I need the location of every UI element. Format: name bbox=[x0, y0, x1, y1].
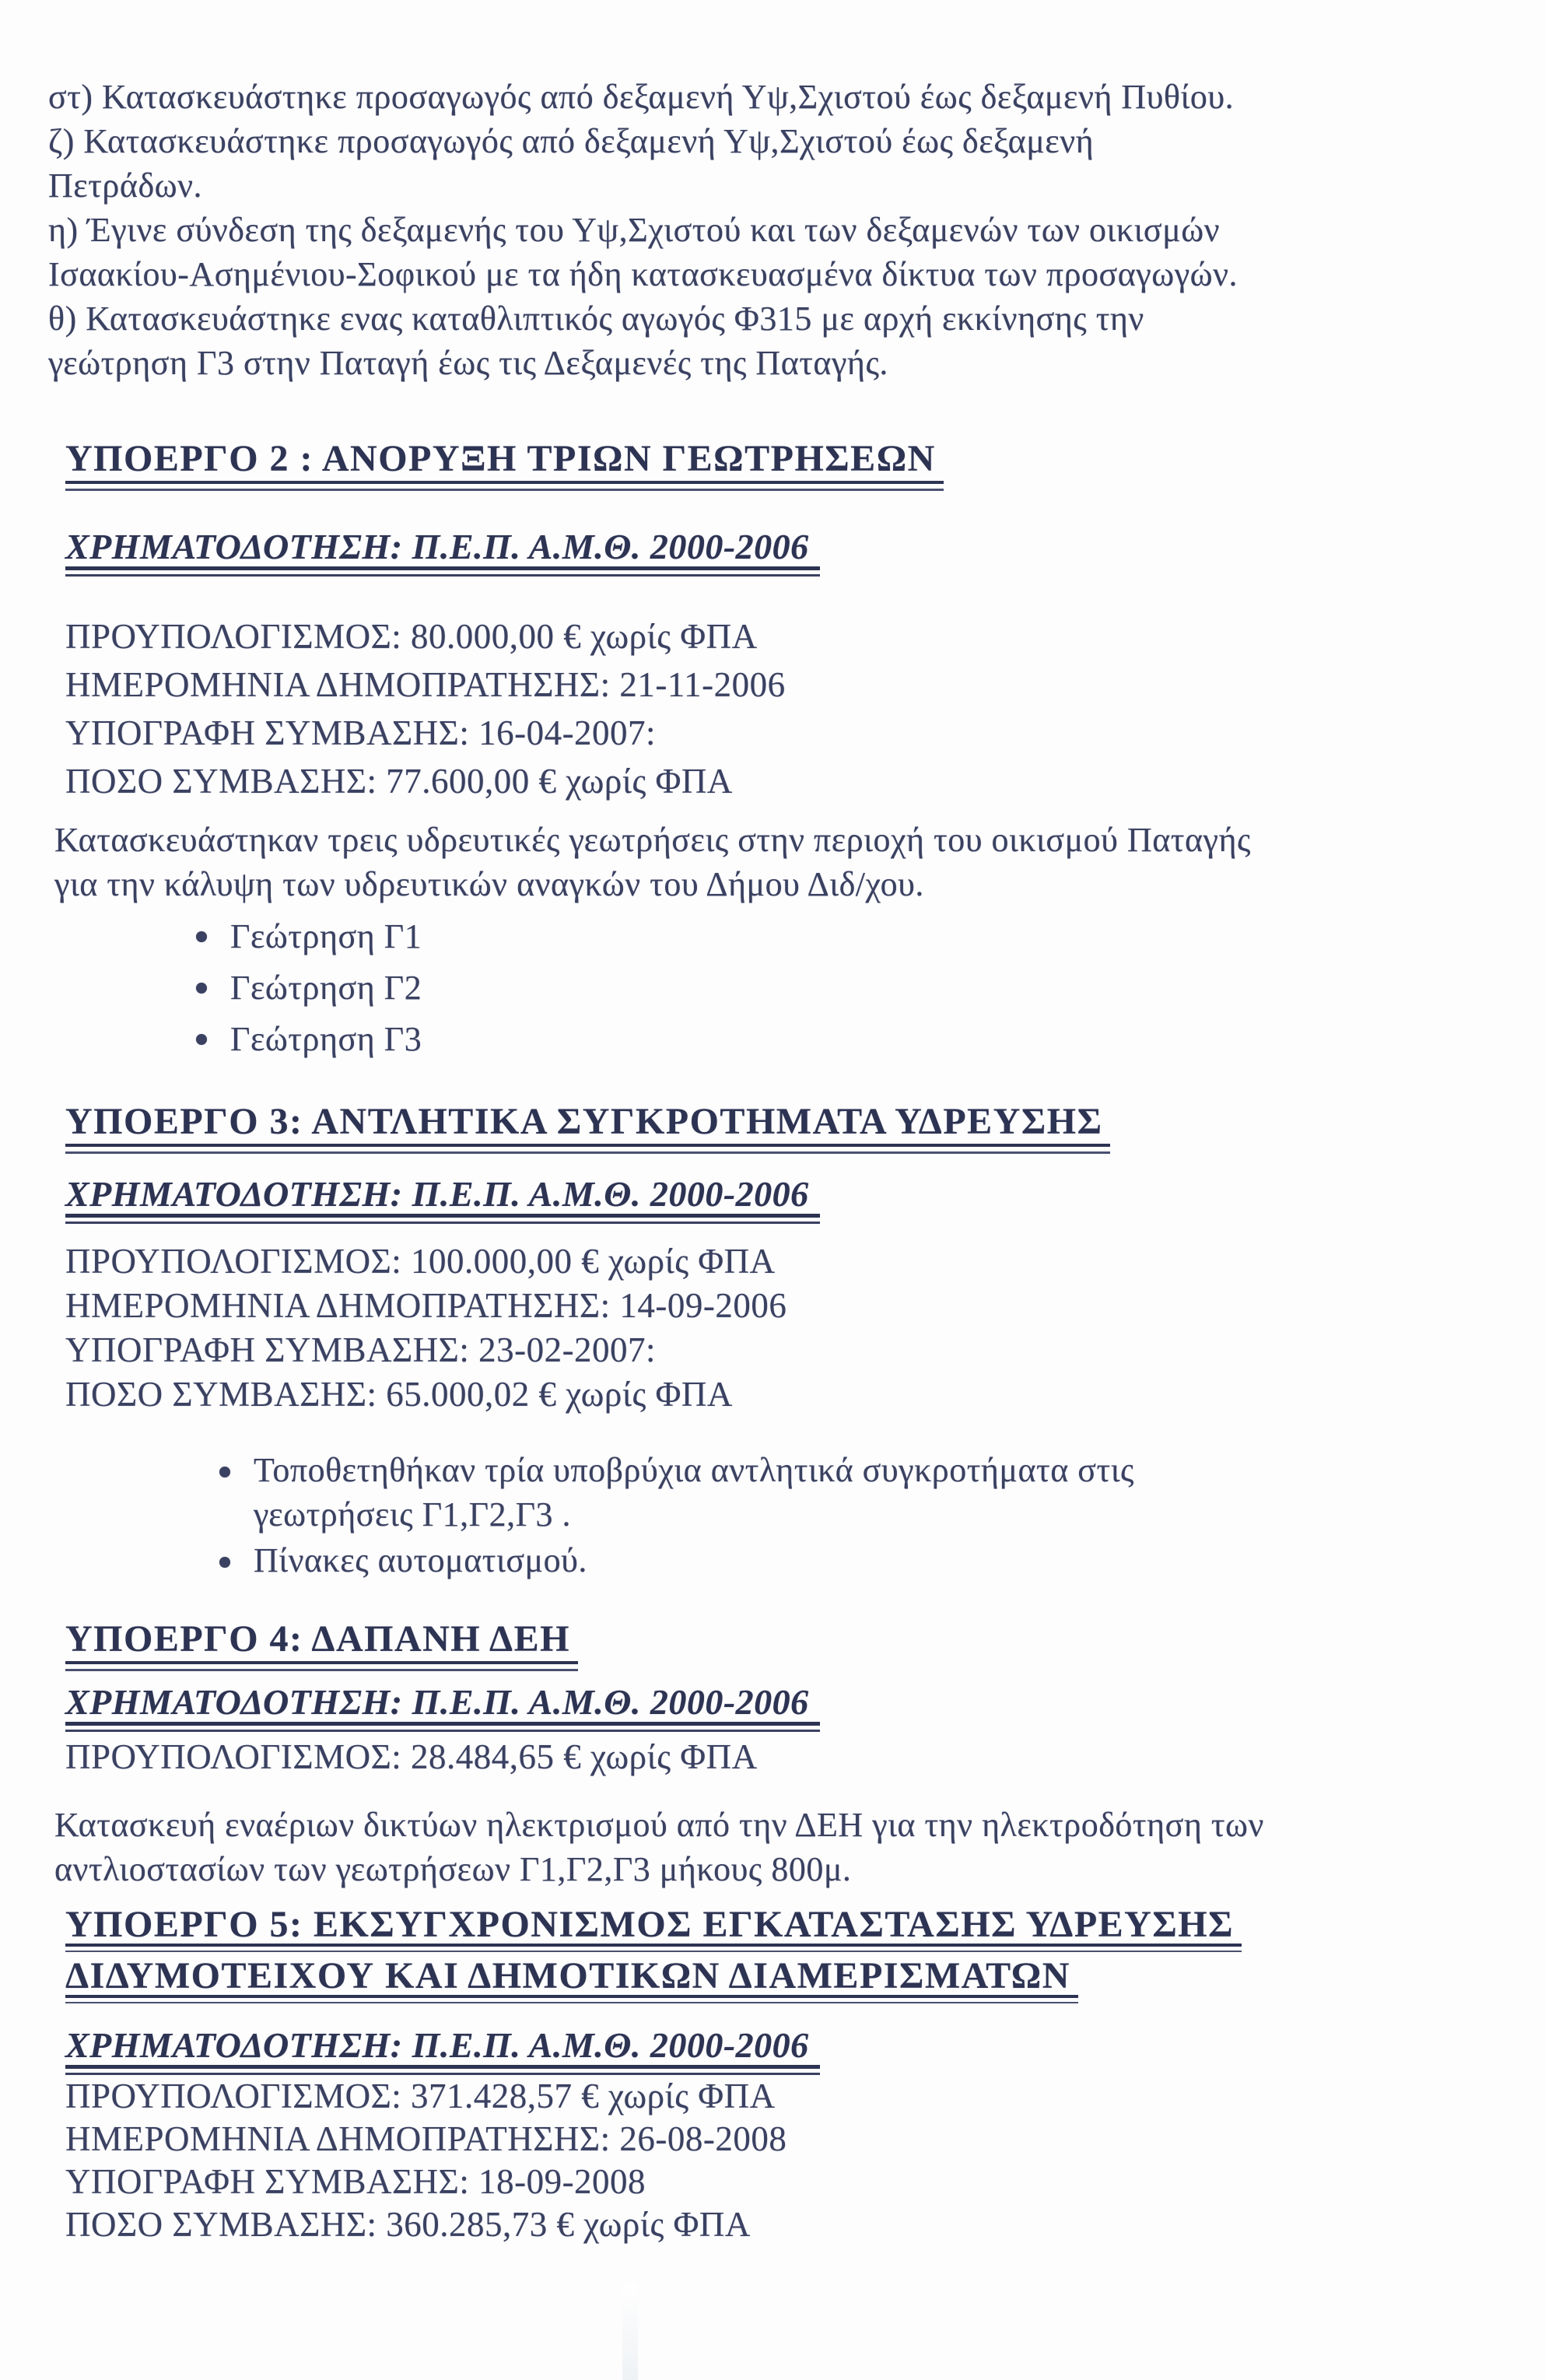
intro-line: γεώτρηση Γ3 στην Παταγή έως τις Δεξαμενές της Παταγής. bbox=[48, 344, 888, 382]
bullet-label: Γεώτρηση Γ1 bbox=[230, 917, 422, 955]
scan-artifact bbox=[622, 2284, 638, 2380]
intro-line: στ) Κατασκευάστηκε προσαγωγός από δεξαμενή Υψ,Σχιστού έως δεξαμενή Πυθίου. bbox=[48, 78, 1235, 116]
bullet-icon bbox=[219, 1557, 230, 1568]
bullet-label: Πίνακες αυτοματισμού. bbox=[254, 1541, 587, 1579]
bullet-label bbox=[254, 1448, 1134, 1537]
subproject-3-title: ΥΠΟΕΡΓΟ 3: ΑΝΤΛΗΤΙΚΑ ΣΥΓΚΡΟΤΗΜΑΤΑ ΥΔΡΕΥΣΗΣ bbox=[65, 1102, 1110, 1154]
detail-line-contract-amount: ΠΟΣΟ ΣΥΜΒΑΣΗΣ: 360.285,73 € χωρίς ΦΠΑ bbox=[65, 2205, 751, 2244]
list-item bbox=[219, 1538, 1494, 1583]
list-item bbox=[196, 913, 1494, 964]
subproject-2-funding: ΧΡΗΜΑΤΟΔΟΤΗΣΗ: Π.Ε.Π. Α.Μ.Θ. 2000-2006 bbox=[65, 528, 820, 577]
subproject-3-funding: ΧΡΗΜΑΤΟΔΟΤΗΣΗ: Π.Ε.Π. Α.Μ.Θ. 2000-2006 bbox=[65, 1176, 820, 1224]
intro-line: θ) Κατασκευάστηκε ενας καταθλιπτικός αγωγός Φ315 με αρχή εκκίνησης την bbox=[48, 300, 1144, 338]
bullet-line: γεωτρήσεις Γ1,Γ2,Γ3 . bbox=[254, 1495, 572, 1534]
subproject-2-description bbox=[54, 818, 1494, 906]
subproject-5-title-line-1: ΥΠΟΕΡΓΟ 5: ΕΚΣΥΓΧΡΟΝΙΣΜΟΣ ΕΓΚΑΤΑΣΤΑΣΗΣ ΥΔΡΕΥΣΗΣ bbox=[65, 1907, 1242, 1952]
description-line: Κατασκευή εναέριων δικτύων ηλεκτρισμού από την ΔΕΗ για την ηλεκτροδότηση των bbox=[54, 1806, 1264, 1844]
detail-line-tender-date: ΗΜΕΡΟΜΗΝΙΑ ΔΗΜΟΠΡΑΤΗΣΗΣ: 26-08-2008 bbox=[65, 2119, 787, 2158]
detail-line-tender-date: ΗΜΕΡΟΜΗΝΙΑ ΔΗΜΟΠΡΑΤΗΣΗΣ: 21-11-2006 bbox=[65, 665, 786, 704]
bullet-label: Γεώτρηση Γ2 bbox=[230, 969, 422, 1007]
subproject-4-details bbox=[65, 1735, 1494, 1779]
intro-line: η) Έγινε σύνδεση της δεξαμενής του Υψ,Σχιστού και των δεξαμενών των οικισμών bbox=[48, 211, 1221, 249]
detail-line-contract-amount: ΠΟΣΟ ΣΥΜΒΑΣΗΣ: 65.000,02 € χωρίς ΦΠΑ bbox=[65, 1375, 733, 1414]
list-item bbox=[196, 1015, 1494, 1067]
intro-line: ζ) Κατασκευάστηκε προσαγωγός από δεξαμενή Υψ,Σχιστού έως δεξαμενή bbox=[48, 122, 1095, 160]
bullet-line: Τοποθετηθήκαν τρία υποβρύχια αντλητικά συγκροτήματα στις bbox=[254, 1451, 1134, 1489]
bullet-icon bbox=[196, 931, 207, 942]
detail-line-contract-signing: ΥΠΟΓΡΑΦΗ ΣΥΜΒΑΣΗΣ: 16-04-2007: bbox=[65, 713, 657, 752]
bullet-icon bbox=[219, 1467, 230, 1477]
intro-line: Πετράδων. bbox=[48, 166, 203, 205]
bullet-icon bbox=[196, 1034, 207, 1045]
subproject-5-section bbox=[48, 1904, 1494, 2246]
detail-line-budget: ΠΡΟΥΠΟΛΟΓΙΣΜΟΣ: 100.000,00 € χωρίς ΦΠΑ bbox=[65, 1242, 776, 1281]
subproject-4-title: ΥΠΟΕΡΓΟ 4: ΔΑΠΑΝΗ ΔΕΗ bbox=[65, 1620, 578, 1671]
description-line: για την κάλυψη των υδρευτικών αναγκών του Δήμου Διδ/χου. bbox=[54, 865, 924, 903]
description-line: αντλιοστασίων των γεωτρήσεων Γ1,Γ2,Γ3 μήκους 800μ. bbox=[54, 1850, 852, 1888]
detail-line-budget: ΠΡΟΥΠΟΛΟΓΙΣΜΟΣ: 28.484,65 € χωρίς ΦΠΑ bbox=[65, 1737, 758, 1776]
subproject-4-section bbox=[48, 1620, 1494, 1891]
detail-line-tender-date: ΗΜΕΡΟΜΗΝΙΑ ΔΗΜΟΠΡΑΤΗΣΗΣ: 14-09-2006 bbox=[65, 1286, 787, 1325]
intro-line: Ισαακίου-Ασημένιου-Σοφικού με τα ήδη κατασκευασμένα δίκτυα των προσαγωγών. bbox=[48, 255, 1238, 293]
subproject-4-funding: ΧΡΗΜΑΤΟΔΟΤΗΣΗ: Π.Ε.Π. Α.Μ.Θ. 2000-2006 bbox=[65, 1684, 820, 1732]
subproject-3-bullet-list bbox=[219, 1448, 1494, 1583]
list-item bbox=[196, 964, 1494, 1015]
subproject-2-bullet-list bbox=[196, 913, 1494, 1067]
list-item bbox=[219, 1448, 1494, 1537]
detail-line-contract-signing: ΥΠΟΓΡΑΦΗ ΣΥΜΒΑΣΗΣ: 23-02-2007: bbox=[65, 1330, 657, 1369]
subproject-2-title: ΥΠΟΕΡΓΟ 2 : ΑΝΟΡΥΞΗ ΤΡΙΩΝ ΓΕΩΤΡΗΣΕΩΝ bbox=[65, 440, 944, 491]
detail-line-contract-signing: ΥΠΟΓΡΑΦΗ ΣΥΜΒΑΣΗΣ: 18-09-2008 bbox=[65, 2162, 646, 2201]
detail-line-budget: ΠΡΟΥΠΟΛΟΓΙΣΜΟΣ: 371.428,57 € χωρίς ΦΠΑ bbox=[65, 2077, 776, 2115]
subproject-5-funding: ΧΡΗΜΑΤΟΔΟΤΗΣΗ: Π.Ε.Π. Α.Μ.Θ. 2000-2006 bbox=[65, 2027, 820, 2075]
subproject-2-section bbox=[48, 440, 1494, 1067]
detail-line-contract-amount: ΠΟΣΟ ΣΥΜΒΑΣΗΣ: 77.600,00 € χωρίς ΦΠΑ bbox=[65, 762, 733, 801]
detail-line-budget: ΠΡΟΥΠΟΛΟΓΙΣΜΟΣ: 80.000,00 € χωρίς ΦΠΑ bbox=[65, 617, 758, 656]
subproject-2-details bbox=[65, 612, 1494, 805]
subproject-3-section bbox=[48, 1102, 1494, 1583]
subproject-5-title-line-2: ΔΙΔΥΜΟΤΕΙΧΟΥ ΚΑΙ ΔΗΜΟΤΙΚΩΝ ΔΙΑΜΕΡΙΣΜΑΤΩΝ bbox=[65, 1958, 1078, 2003]
bullet-label: Γεώτρηση Γ3 bbox=[230, 1020, 422, 1058]
subproject-5-details bbox=[65, 2075, 1494, 2246]
subproject-3-details bbox=[65, 1239, 1494, 1417]
bullet-icon bbox=[196, 983, 207, 994]
intro-section bbox=[48, 75, 1494, 385]
description-line: Κατασκευάστηκαν τρεις υδρευτικές γεωτρήσεις στην περιοχή του οικισμού Παταγής bbox=[54, 821, 1251, 859]
subproject-4-description bbox=[54, 1803, 1494, 1891]
